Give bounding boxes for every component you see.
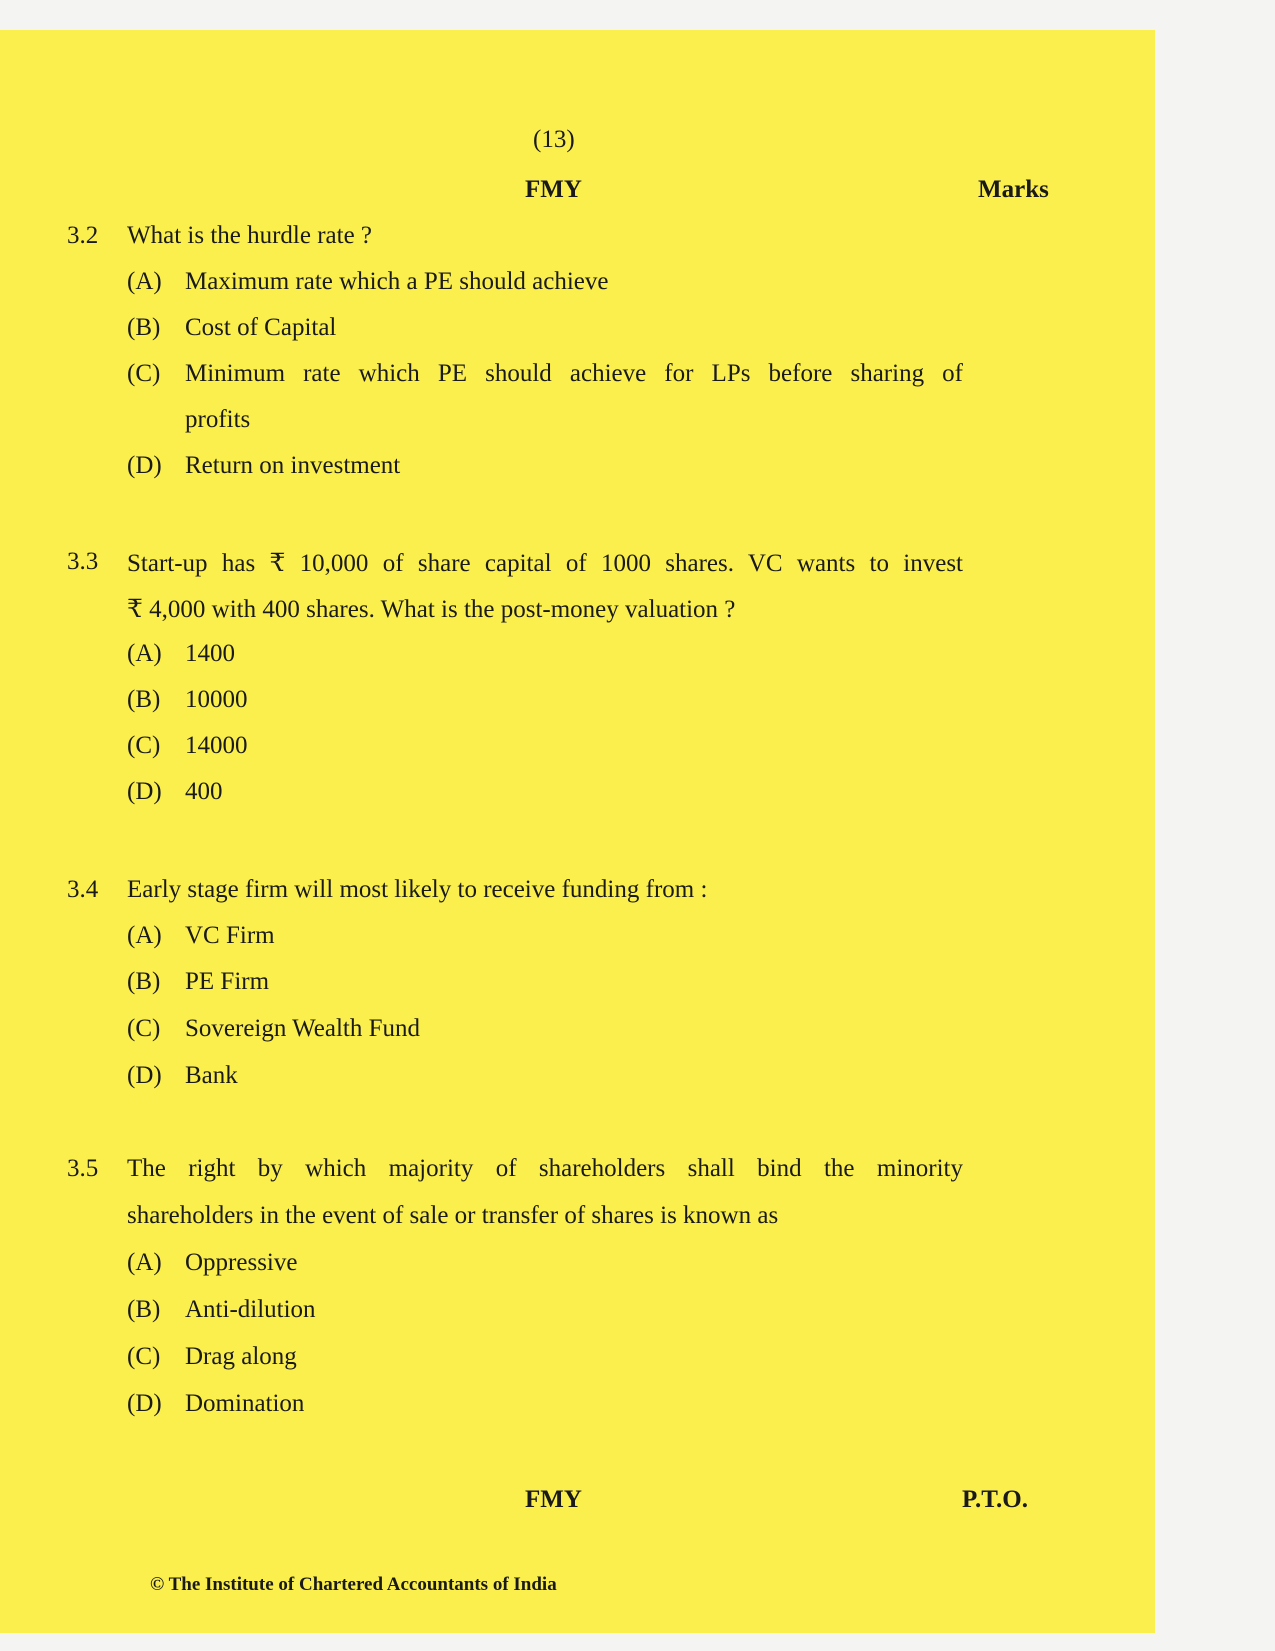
option-text: 14000 — [185, 732, 248, 759]
pto-label: P.T.O. — [962, 1486, 1028, 1513]
option-label: (C) — [127, 732, 161, 759]
question-number: 3.4 — [67, 876, 99, 903]
option-d — [127, 452, 400, 480]
option-text: VC Firm — [185, 922, 275, 949]
option-label: (D) — [127, 452, 162, 479]
option-text: Domination — [185, 1390, 305, 1417]
option-d — [127, 778, 223, 806]
option-label: (B) — [127, 686, 161, 713]
option-text: Cost of Capital — [185, 314, 337, 341]
option-c — [127, 360, 185, 388]
option-c — [127, 1343, 297, 1371]
option-text: Anti-dilution — [185, 1296, 316, 1323]
option-a — [127, 640, 235, 668]
option-label: (D) — [127, 778, 162, 805]
option-b — [127, 686, 248, 714]
option-label: (B) — [127, 968, 161, 995]
paper-code: FMY — [525, 176, 582, 203]
option-c — [127, 1015, 420, 1043]
question-text: Start-up has ₹ 10,000 of share capital of 1000 shares. VC wants to invest — [127, 550, 963, 577]
option-label: (C) — [127, 360, 161, 387]
option-a — [127, 1249, 297, 1277]
copyright-notice: © The Institute of Chartered Accountants of India — [150, 1574, 557, 1595]
option-d — [127, 1390, 304, 1418]
option-text: 400 — [185, 778, 223, 805]
question-number: 3.2 — [67, 222, 99, 249]
option-text: 10000 — [185, 686, 248, 713]
option-text: Bank — [185, 1062, 238, 1089]
footer-paper-code: FMY — [525, 1486, 582, 1513]
option-label: (A) — [127, 922, 162, 949]
option-d — [127, 1062, 238, 1090]
option-label: (B) — [127, 1296, 161, 1323]
option-label: (C) — [127, 1015, 161, 1042]
option-label: (B) — [127, 314, 161, 341]
option-text-continued: profits — [185, 406, 251, 433]
question-text-continued: ₹ 4,000 with 400 shares. What is the post-money valuation ? — [127, 596, 736, 623]
option-label: (D) — [127, 1062, 162, 1089]
option-label: (C) — [127, 1343, 161, 1370]
option-text: Minimum rate which PE should achieve for LPs before sharing of — [185, 360, 963, 387]
question-text: Early stage firm will most likely to receive funding from : — [127, 876, 708, 903]
question-text-continued: shareholders in the event of sale or transfer of shares is known as — [127, 1202, 779, 1229]
option-text: Maximum rate which a PE should achieve — [185, 268, 609, 295]
option-b — [127, 1296, 316, 1324]
option-label: (A) — [127, 640, 162, 667]
option-c — [127, 732, 248, 760]
option-label: (A) — [127, 1249, 162, 1276]
option-text: Oppressive — [185, 1249, 298, 1276]
question-text: The right by which majority of shareholders shall bind the minority — [127, 1155, 963, 1182]
option-b — [127, 968, 269, 996]
option-text: Sovereign Wealth Fund — [185, 1015, 420, 1042]
question-number: 3.3 — [67, 548, 99, 575]
option-text: PE Firm — [185, 968, 270, 995]
option-label: (A) — [127, 268, 162, 295]
option-b — [127, 314, 336, 342]
option-a — [127, 922, 275, 950]
page-number: (13) — [533, 126, 575, 153]
option-label: (D) — [127, 1390, 162, 1417]
option-a — [127, 268, 609, 296]
marks-heading: Marks — [978, 176, 1049, 203]
option-text: Drag along — [185, 1343, 297, 1370]
option-text: 1400 — [185, 640, 235, 667]
option-text: Return on investment — [185, 452, 401, 479]
question-text: What is the hurdle rate ? — [127, 222, 373, 249]
question-number: 3.5 — [67, 1155, 99, 1182]
